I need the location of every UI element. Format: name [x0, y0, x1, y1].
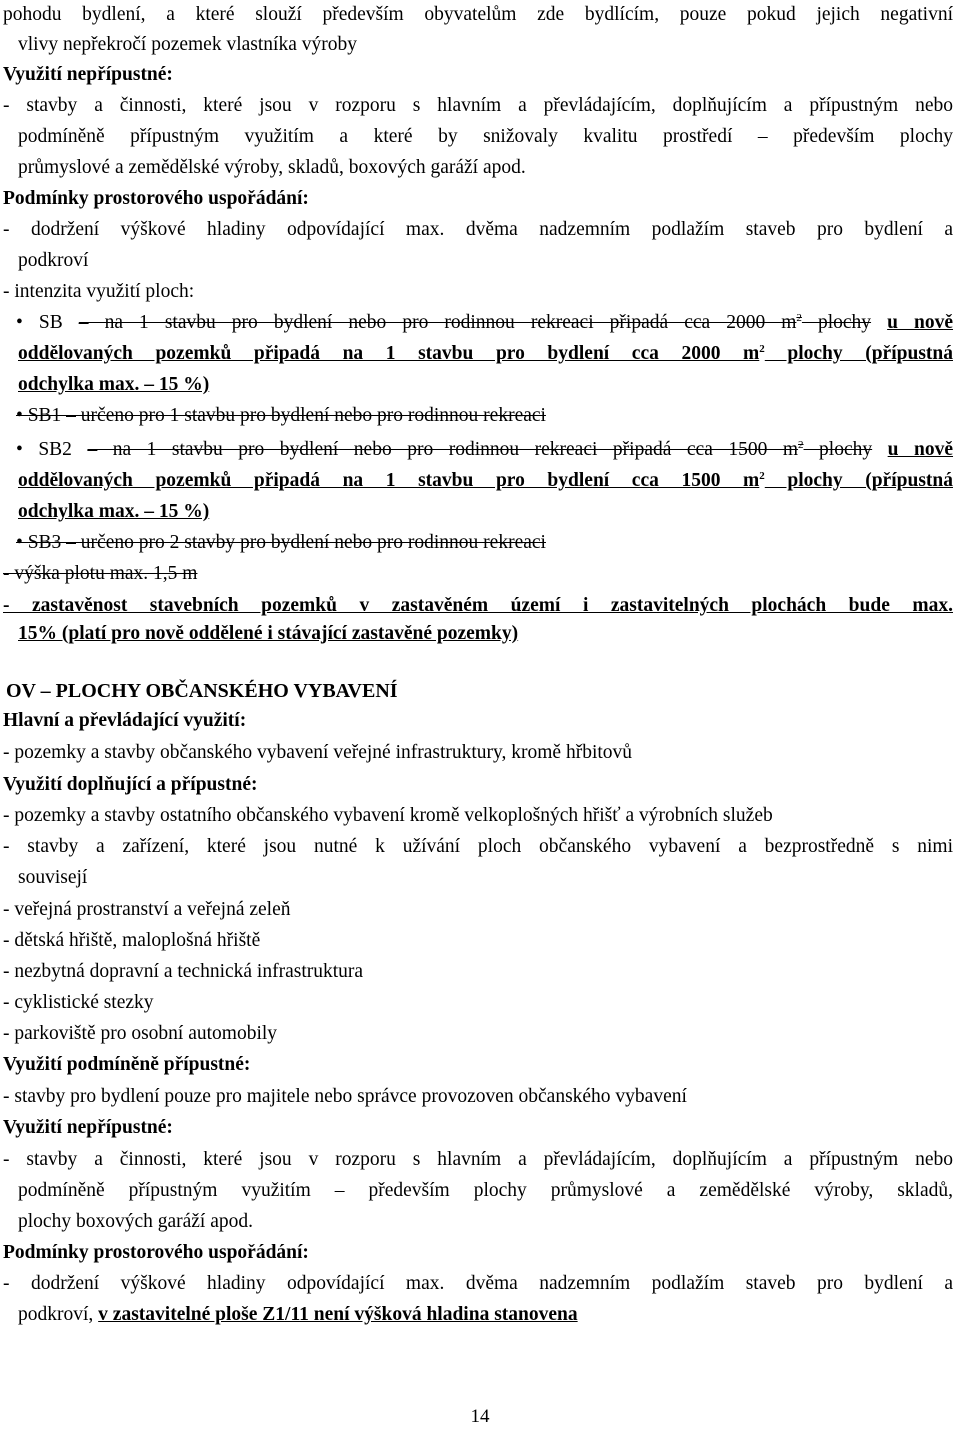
list-item: - dětská hřiště, maloplošná hřiště — [3, 930, 261, 951]
section-heading: Podmínky prostorového uspořádání: — [3, 1242, 309, 1263]
section-heading: Využití nepřípustné: — [3, 64, 173, 85]
paragraph-line: vlivy nepřekročí pozemek vlastníka výroby — [18, 34, 357, 55]
section-title: OV – PLOCHY OBČANSKÉHO VYBAVENÍ — [6, 680, 398, 702]
list-item: - pozemky a stavby občanského vybavení veřejné infrastruktury, kromě hřbitovů — [3, 742, 633, 763]
list-item: - zastavěnost stavebních pozemků v zastavěném území i zastavitelných plochách bude max. — [3, 595, 953, 616]
paragraph-line: plochy boxových garáží apod. — [18, 1211, 254, 1232]
list-item: - dodržení výškové hladiny odpovídající max. dvěma nadzemním podlažím staveb pro bydlení a — [3, 219, 953, 240]
list-item: - výška plotu max. 1,5 m — [3, 563, 198, 584]
paragraph-line: souvisejí — [18, 867, 88, 888]
bullet-item-sb2: • SB2 – na 1 stavbu pro bydlení nebo pro rodinnou rekreaci připadá cca 1500 $m^2$ plochy u nově — [16, 439, 954, 460]
paragraph-line: odchylka max. – 15 %) — [18, 501, 210, 522]
list-item: - intenzita využití ploch: — [3, 281, 195, 302]
bullet-item-sb3: • SB3 – určeno pro 2 stavby pro bydlení nebo pro rodinnou rekreaci — [16, 532, 546, 553]
paragraph-line: odchylka max. – 15 %) — [18, 374, 210, 395]
list-item: - cyklistické stezky — [3, 992, 154, 1013]
paragraph-line: průmyslové a zemědělské výroby, skladů, boxových garáží apod. — [18, 157, 526, 178]
section-heading: Podmínky prostorového uspořádání: — [3, 188, 309, 209]
page-number: 14 — [470, 1406, 490, 1427]
paragraph-line: podkroví, v zastavitelné ploše Z1/11 není výšková hladina stanovena — [18, 1304, 578, 1325]
paragraph-line: 15% (platí pro nově oddělené i stávající zastavěné pozemky) — [18, 623, 519, 644]
list-item: - nezbytná dopravní a technická infrastruktura — [3, 961, 364, 982]
list-item: - stavby a činnosti, které jsou v rozporu s hlavním a převládajícím, doplňujícím a přípustným nebo — [3, 95, 953, 116]
list-item: - stavby a činnosti, které jsou v rozporu s hlavním a převládajícím, doplňujícím a přípustným nebo — [3, 1149, 953, 1170]
bullet-item-sb: • SB – na 1 stavbu pro bydlení nebo pro rodinnou rekreaci připadá cca 2000 $m^2$ plochy u nově — [16, 312, 954, 333]
list-item: - veřejná prostranství a veřejná zeleň — [3, 899, 291, 920]
bullet-item-sb1: • SB1 – určeno pro 1 stavbu pro bydlení nebo pro rodinnou rekreaci — [16, 405, 546, 426]
list-item: - stavby pro bydlení pouze pro majitele nebo správce provozoven občanského vybavení — [3, 1086, 687, 1107]
section-heading: Využití nepřípustné: — [3, 1117, 173, 1138]
list-item: - dodržení výškové hladiny odpovídající max. dvěma nadzemním podlažím staveb pro bydlení a — [3, 1273, 953, 1294]
paragraph-line: oddělovaných pozemků připadá na 1 stavbu pro bydlení cca 2000 $m^2$ plochy (přípustná — [18, 343, 953, 364]
section-heading: Využití podmíněně přípustné: — [3, 1054, 251, 1075]
section-heading: Využití doplňující a přípustné: — [3, 774, 258, 795]
paragraph-line: oddělovaných pozemků připadá na 1 stavbu pro bydlení cca 1500 $m^2$ plochy (přípustná — [18, 470, 953, 491]
list-item: - pozemky a stavby ostatního občanského vybavení kromě velkoplošných hřišť a výrobních služeb — [3, 805, 773, 826]
list-item: - stavby a zařízení, které jsou nutné k užívání ploch občanského vybavení a bezprostředně s nimi — [3, 836, 953, 857]
paragraph-line: podmíněně přípustným využitím a které by snižovaly kvalitu prostředí – především plochy — [18, 126, 953, 147]
section-heading: Hlavní a převládající využití: — [3, 710, 247, 731]
paragraph-line: podkroví — [18, 250, 89, 271]
list-item: - parkoviště pro osobní automobily — [3, 1023, 278, 1044]
paragraph-line: pohodu bydlení, a které slouží především obyvatelům zde bydlícím, pouze pokud jejich negativní — [3, 4, 953, 25]
paragraph-line: podmíněně přípustným využitím – především plochy průmyslové a zemědělské výroby, skladů, — [18, 1180, 953, 1201]
